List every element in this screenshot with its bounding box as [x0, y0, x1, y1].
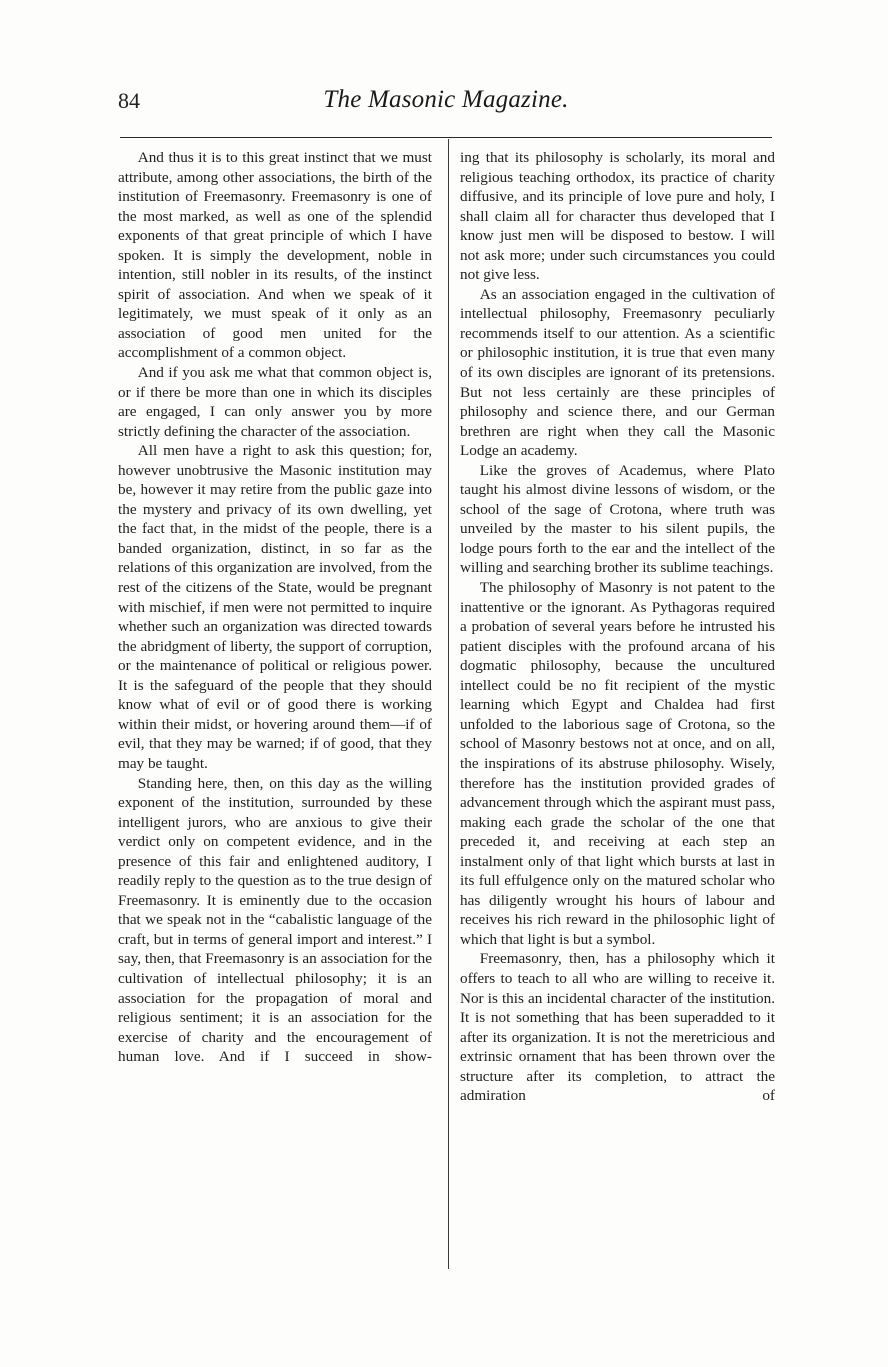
paragraph: Standing here, then, on this day as the willing exponent of the institution, surrounded by these intelligent jurors, who are anxious to give their verdict only on competent evidence, and in the presence of this fair and enlightened auditory, I readily reply to the question as to the true design of Freemasonry. It is eminently due to the occasion that we speak not in the “cabalistic language of the craft, but in terms of general import and interest.” I say, then, that Freemasonry is an association for the cultivation of intellectual philosophy; it is an association for the propagation of moral and religious sentiment; it is an association for the exercise of charity and the encouragement of human love. And if I succeed in show- [118, 774, 432, 1066]
paragraph: As an association engaged in the cultivation of intellectual philosophy, Freemasonry peculiarly recommends itself to our attention. As a scientific or philosophic institution, it is true that even many of its own disciples are ignorant of its pretensions. But not less certainly are these principles of philosophy and science there, and our German brethren are right when they call the Masonic Lodge an academy. [460, 285, 775, 460]
page-header [118, 84, 774, 124]
left-column [118, 148, 432, 1067]
paragraph: The philosophy of Masonry is not patent to the inattentive or the ignorant. As Pythagoras required a probation of several years before he intrusted his patient disciples with the profound arcana of his dogmatic philosophy, because the uncultured intellect could be no fit recipient of the mystic learning which Egypt and Chaldea had first unfolded to the laborious sage of Crotona, so the school of Masonry bestows not at once, and on all, the inspirations of its abstruse philosophy. Wisely, therefore has the institution provided grades of advancement through which the aspirant must pass, making each grade the scholar of the one that preceded it, and receiving at each step an instalment only of that light which bursts at last in its full effulgence only on the matured scholar who has diligently wrought his hours of labour and receives his rich reward in the philosophic light of which that light is but a symbol. [460, 579, 775, 948]
paragraph: And if you ask me what that common object is, or if there be more than one in which its disciples are engaged, I can only answer you by more strictly defining the character of the association. [118, 364, 432, 440]
paragraph: Like the groves of Academus, where Plato taught his almost divine lessons of wisdom, or the school of the sage of Crotona, where truth was unveiled by the master to his silent pupils, the lodge pours forth to the ear and the intellect of the willing and searching brother its sublime teachings. [460, 461, 775, 577]
paragraph-continued: ing that its philosophy is scholarly, its moral and religious teaching orthodox, its practice of charity diffusive, and its principle of love pure and holy, I shall claim all for character thus developed that I know just men will be disposed to bestow. I will not ask more; under such circumstances you could not give less. [460, 149, 775, 284]
paragraph: Freemasonry, then, has a philosophy which it offers to teach to all who are willing to receive it. Nor is this an incidental character of the institution. It is not something that has been superadded to it after its organization. It is not the meretricious and extrinsic ornament that has been thrown over the structure after its completion, to attract the admiration of [460, 950, 775, 1105]
page-number: 84 [118, 88, 140, 113]
header-rule [120, 137, 772, 138]
right-column [460, 148, 775, 1106]
column-divider [448, 139, 449, 1269]
running-title: The Masonic Magazine. [323, 86, 569, 113]
paragraph: All men have a right to ask this question; for, however unobtrusive the Masonic institution may be, however it may retire from the public gaze into the mystery and privacy of its own dwelling, yet the fact that, in the midst of the people, there is a banded organization, distinct, in so far as the relations of this organization are involved, from the rest of the citizens of the State, would be pregnant with mischief, if men were not permitted to inquire whether such an organization was directed towards the abridgment of liberty, the support of corruption, or the maintenance of political or religious power. It is the safeguard of the people that they should know what of evil or of good there is working within their midst, or hovering around them—if of evil, that they may be warned; if of good, that they may be taught. [118, 442, 432, 772]
paragraph: And thus it is to this great instinct that we must attribute, among other associations, the birth of the institution of Freemasonry. Freemasonry is one of the most marked, as well as one of the splendid exponents of that great principle of which I have spoken. It is simply the development, noble in intention, still nobler in its results, of the instinct spirit of association. And when we speak of it legitimately, we must speak of it only as an association of good men united for the accomplishment of a common object. [118, 149, 432, 362]
